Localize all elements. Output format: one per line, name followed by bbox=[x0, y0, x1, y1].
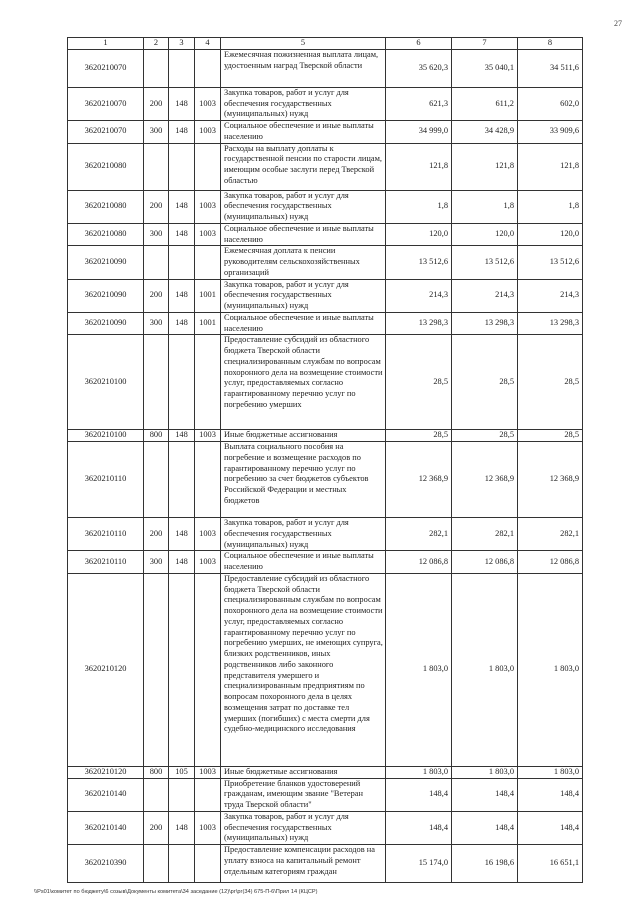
cell-desc: Предоставление компенсации расходов на уплату взноса на капитальный ремонт отдельным категориям граждан bbox=[221, 845, 386, 883]
cell-v6: 13 298,3 bbox=[386, 312, 452, 335]
cell-v6: 1,8 bbox=[386, 190, 452, 223]
table-row bbox=[68, 49, 583, 87]
cell-desc: Ежемесячная пожизненная выплата лицам, удостоенным наград Тверской области bbox=[221, 49, 386, 87]
cell-v6: 214,3 bbox=[386, 279, 452, 312]
column-header: 6 bbox=[386, 38, 452, 50]
cell-v7: 35 040,1 bbox=[452, 49, 518, 87]
cell-code: 3620210080 bbox=[68, 143, 144, 190]
table-row bbox=[68, 430, 583, 442]
cell-c2: 300 bbox=[144, 312, 169, 335]
cell-code: 3620210070 bbox=[68, 49, 144, 87]
cell-c4 bbox=[195, 335, 221, 430]
cell-v8: 12 368,9 bbox=[518, 442, 583, 518]
cell-c2: 200 bbox=[144, 279, 169, 312]
cell-code: 3620210080 bbox=[68, 223, 144, 246]
cell-v8: 1 803,0 bbox=[518, 766, 583, 778]
cell-c2 bbox=[144, 246, 169, 279]
cell-c3: 148 bbox=[169, 121, 195, 144]
cell-c2: 300 bbox=[144, 223, 169, 246]
cell-v8: 34 511,6 bbox=[518, 49, 583, 87]
column-header: 1 bbox=[68, 38, 144, 50]
cell-v7: 1 803,0 bbox=[452, 766, 518, 778]
cell-c4: 1003 bbox=[195, 811, 221, 844]
cell-desc: Иные бюджетные ассигнования bbox=[221, 430, 386, 442]
cell-c3: 148 bbox=[169, 223, 195, 246]
cell-c2: 800 bbox=[144, 430, 169, 442]
column-header: 7 bbox=[452, 38, 518, 50]
cell-v7: 12 086,8 bbox=[452, 551, 518, 574]
cell-v6: 28,5 bbox=[386, 335, 452, 430]
cell-c3: 148 bbox=[169, 279, 195, 312]
cell-desc: Предоставление субсидий из областного бюджета Тверской области специализированным службам по вопросам похоронного дела на возмещение стоимости услуг, предоставляемых согласно гарантированному перечню услуг по погребению умерших, не имеющих супруга, близких родственников, иных родственников либо законного представителя умершего и специализированным предприятиям по вопросам похоронного дела в целях возмещения затрат по доставке тел умерших (погибших) с места смерти для судебно-медицинского исследования bbox=[221, 573, 386, 766]
table-row bbox=[68, 246, 583, 279]
table-row bbox=[68, 811, 583, 844]
page-number: 27 bbox=[614, 19, 622, 28]
cell-desc: Выплата социального пособия на погребение и возмещение расходов по гарантированному перечню услуг по погребению за счет бюджетов субъектов Российской Федерации и местных бюджетов bbox=[221, 442, 386, 518]
cell-c4 bbox=[195, 442, 221, 518]
cell-v7: 1 803,0 bbox=[452, 573, 518, 766]
cell-v7: 148,4 bbox=[452, 811, 518, 844]
cell-desc: Расходы на выплату доплаты к государственной пенсии по старости лицам, имеющим особые заслуги перед Тверской областью bbox=[221, 143, 386, 190]
cell-desc: Предоставление субсидий из областного бюджета Тверской области специализированным службам по вопросам похоронного дела на возмещение стоимости услуг, предоставляемых согласно гарантированному перечню услуг по погребению умерших bbox=[221, 335, 386, 430]
cell-c4: 1003 bbox=[195, 518, 221, 551]
cell-c3 bbox=[169, 143, 195, 190]
cell-desc: Закупка товаров, работ и услуг для обеспечения государственных (муниципальных) нужд bbox=[221, 87, 386, 120]
cell-code: 3620210090 bbox=[68, 246, 144, 279]
cell-c3: 148 bbox=[169, 430, 195, 442]
cell-c3: 148 bbox=[169, 811, 195, 844]
cell-code: 3620210140 bbox=[68, 778, 144, 811]
cell-c3: 105 bbox=[169, 766, 195, 778]
budget-table bbox=[67, 37, 583, 883]
cell-v8: 13 298,3 bbox=[518, 312, 583, 335]
table-row bbox=[68, 143, 583, 190]
cell-c4: 1003 bbox=[195, 766, 221, 778]
cell-c2 bbox=[144, 442, 169, 518]
table-row bbox=[68, 121, 583, 144]
cell-desc: Закупка товаров, работ и услуг для обеспечения государственных (муниципальных) нужд bbox=[221, 190, 386, 223]
cell-desc: Ежемесячная доплата к пенсии руководителям сельскохозяйственных организаций bbox=[221, 246, 386, 279]
cell-c4 bbox=[195, 143, 221, 190]
cell-c2 bbox=[144, 778, 169, 811]
cell-v6: 1 803,0 bbox=[386, 766, 452, 778]
cell-v8: 148,4 bbox=[518, 778, 583, 811]
cell-v7: 13 298,3 bbox=[452, 312, 518, 335]
cell-code: 3620210090 bbox=[68, 312, 144, 335]
cell-v6: 34 999,0 bbox=[386, 121, 452, 144]
cell-c4: 1001 bbox=[195, 312, 221, 335]
cell-c2: 200 bbox=[144, 190, 169, 223]
cell-v6: 12 368,9 bbox=[386, 442, 452, 518]
cell-code: 3620210100 bbox=[68, 430, 144, 442]
cell-desc: Иные бюджетные ассигнования bbox=[221, 766, 386, 778]
cell-v8: 148,4 bbox=[518, 811, 583, 844]
table-row bbox=[68, 573, 583, 766]
cell-v8: 282,1 bbox=[518, 518, 583, 551]
table-row bbox=[68, 312, 583, 335]
column-header: 8 bbox=[518, 38, 583, 50]
cell-code: 3620210110 bbox=[68, 551, 144, 574]
cell-code: 3620210090 bbox=[68, 279, 144, 312]
cell-code: 3620210120 bbox=[68, 573, 144, 766]
cell-c3: 148 bbox=[169, 190, 195, 223]
cell-v7: 13 512,6 bbox=[452, 246, 518, 279]
cell-v8: 28,5 bbox=[518, 430, 583, 442]
cell-c4: 1003 bbox=[195, 190, 221, 223]
cell-c2 bbox=[144, 143, 169, 190]
cell-c4 bbox=[195, 778, 221, 811]
cell-desc: Социальное обеспечение и иные выплаты населению bbox=[221, 121, 386, 144]
cell-c3 bbox=[169, 49, 195, 87]
cell-c2 bbox=[144, 49, 169, 87]
cell-c4 bbox=[195, 246, 221, 279]
cell-c2 bbox=[144, 845, 169, 883]
cell-code: 3620210110 bbox=[68, 518, 144, 551]
cell-v6: 13 512,6 bbox=[386, 246, 452, 279]
cell-v7: 120,0 bbox=[452, 223, 518, 246]
table-row bbox=[68, 778, 583, 811]
cell-c4: 1003 bbox=[195, 551, 221, 574]
cell-v6: 121,8 bbox=[386, 143, 452, 190]
cell-c2: 300 bbox=[144, 551, 169, 574]
cell-c2: 200 bbox=[144, 518, 169, 551]
cell-v7: 28,5 bbox=[452, 430, 518, 442]
cell-code: 3620210070 bbox=[68, 87, 144, 120]
cell-c4: 1003 bbox=[195, 430, 221, 442]
file-path-footer: \\Ps01\комитет по бюджету\6 созыв\Документы комитета\34 заседание (12)\рг\рг(34) 675-П-6\Прил 14 (КЦСР) bbox=[34, 889, 318, 895]
cell-code: 3620210110 bbox=[68, 442, 144, 518]
cell-c2: 300 bbox=[144, 121, 169, 144]
cell-v6: 1 803,0 bbox=[386, 573, 452, 766]
cell-v8: 214,3 bbox=[518, 279, 583, 312]
column-header: 3 bbox=[169, 38, 195, 50]
cell-desc: Закупка товаров, работ и услуг для обеспечения государственных (муниципальных) нужд bbox=[221, 279, 386, 312]
cell-c2: 200 bbox=[144, 87, 169, 120]
column-header: 5 bbox=[221, 38, 386, 50]
cell-desc: Закупка товаров, работ и услуг для обеспечения государственных (муниципальных) нужд bbox=[221, 518, 386, 551]
cell-desc: Социальное обеспечение и иные выплаты населению bbox=[221, 551, 386, 574]
cell-v6: 35 620,3 bbox=[386, 49, 452, 87]
cell-v7: 16 198,6 bbox=[452, 845, 518, 883]
cell-v6: 28,5 bbox=[386, 430, 452, 442]
cell-v6: 148,4 bbox=[386, 778, 452, 811]
table-row bbox=[68, 442, 583, 518]
cell-c2 bbox=[144, 335, 169, 430]
cell-v6: 120,0 bbox=[386, 223, 452, 246]
cell-c3 bbox=[169, 778, 195, 811]
cell-c2: 800 bbox=[144, 766, 169, 778]
cell-v6: 282,1 bbox=[386, 518, 452, 551]
cell-v8: 1,8 bbox=[518, 190, 583, 223]
cell-v6: 148,4 bbox=[386, 811, 452, 844]
cell-c3 bbox=[169, 335, 195, 430]
cell-c3: 148 bbox=[169, 518, 195, 551]
table-row bbox=[68, 518, 583, 551]
cell-c4: 1003 bbox=[195, 223, 221, 246]
cell-v7: 282,1 bbox=[452, 518, 518, 551]
cell-v6: 12 086,8 bbox=[386, 551, 452, 574]
cell-c3: 148 bbox=[169, 312, 195, 335]
table-row bbox=[68, 279, 583, 312]
header-row bbox=[68, 38, 583, 50]
cell-c3 bbox=[169, 845, 195, 883]
cell-code: 3620210070 bbox=[68, 121, 144, 144]
cell-code: 3620210120 bbox=[68, 766, 144, 778]
table-row bbox=[68, 766, 583, 778]
cell-c3 bbox=[169, 246, 195, 279]
cell-code: 3620210140 bbox=[68, 811, 144, 844]
cell-v7: 148,4 bbox=[452, 778, 518, 811]
cell-code: 3620210080 bbox=[68, 190, 144, 223]
cell-v7: 1,8 bbox=[452, 190, 518, 223]
cell-v7: 28,5 bbox=[452, 335, 518, 430]
cell-c4: 1003 bbox=[195, 121, 221, 144]
cell-v7: 214,3 bbox=[452, 279, 518, 312]
cell-c2: 200 bbox=[144, 811, 169, 844]
table-row bbox=[68, 335, 583, 430]
cell-code: 3620210100 bbox=[68, 335, 144, 430]
cell-desc: Социальное обеспечение и иные выплаты населению bbox=[221, 223, 386, 246]
cell-desc: Закупка товаров, работ и услуг для обеспечения государственных (муниципальных) нужд bbox=[221, 811, 386, 844]
table-row bbox=[68, 87, 583, 120]
cell-c3: 148 bbox=[169, 87, 195, 120]
table-row bbox=[68, 551, 583, 574]
cell-c4: 1001 bbox=[195, 279, 221, 312]
cell-v8: 28,5 bbox=[518, 335, 583, 430]
cell-v8: 16 651,1 bbox=[518, 845, 583, 883]
cell-v7: 121,8 bbox=[452, 143, 518, 190]
cell-v8: 120,0 bbox=[518, 223, 583, 246]
cell-v8: 121,8 bbox=[518, 143, 583, 190]
cell-v7: 611,2 bbox=[452, 87, 518, 120]
table-row bbox=[68, 223, 583, 246]
cell-c4 bbox=[195, 49, 221, 87]
cell-desc: Приобретение бланков удостоверений гражданам, имеющим звание "Ветеран труда Тверской области" bbox=[221, 778, 386, 811]
cell-v6: 621,3 bbox=[386, 87, 452, 120]
cell-c2 bbox=[144, 573, 169, 766]
cell-c4: 1003 bbox=[195, 87, 221, 120]
cell-c3 bbox=[169, 573, 195, 766]
table-row bbox=[68, 845, 583, 883]
table-row bbox=[68, 190, 583, 223]
cell-v6: 15 174,0 bbox=[386, 845, 452, 883]
cell-v7: 34 428,9 bbox=[452, 121, 518, 144]
cell-code: 3620210390 bbox=[68, 845, 144, 883]
cell-c3 bbox=[169, 442, 195, 518]
cell-c4 bbox=[195, 573, 221, 766]
cell-c3: 148 bbox=[169, 551, 195, 574]
cell-c4 bbox=[195, 845, 221, 883]
cell-v8: 1 803,0 bbox=[518, 573, 583, 766]
cell-v8: 12 086,8 bbox=[518, 551, 583, 574]
cell-v7: 12 368,9 bbox=[452, 442, 518, 518]
cell-desc: Социальное обеспечение и иные выплаты населению bbox=[221, 312, 386, 335]
column-header: 2 bbox=[144, 38, 169, 50]
column-header: 4 bbox=[195, 38, 221, 50]
cell-v8: 13 512,6 bbox=[518, 246, 583, 279]
cell-v8: 602,0 bbox=[518, 87, 583, 120]
cell-v8: 33 909,6 bbox=[518, 121, 583, 144]
